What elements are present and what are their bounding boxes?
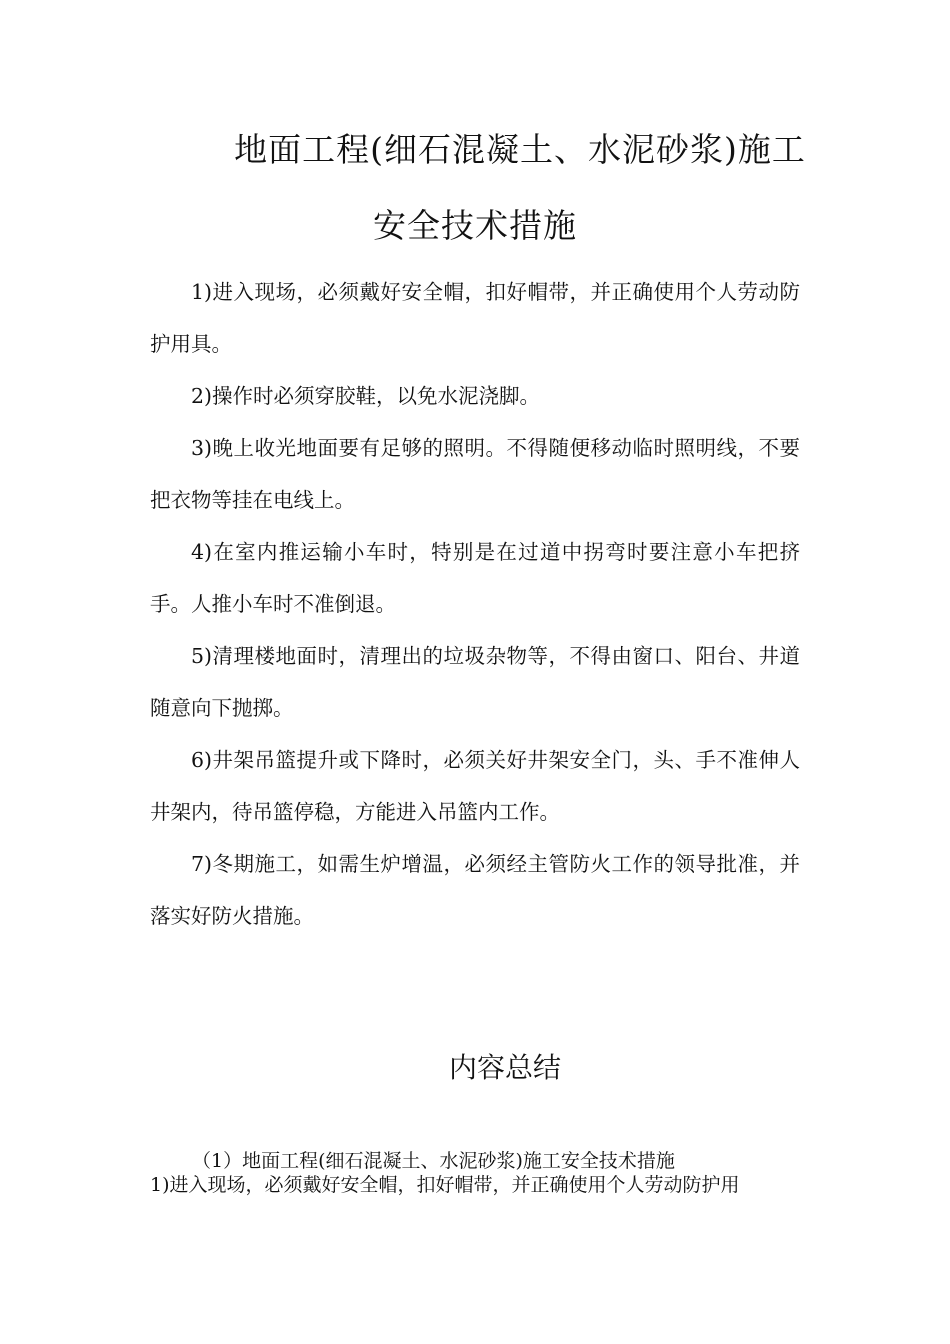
paragraph-4: 4)在室内推运输小车时，特别是在过道中拐弯时要注意小车把挤手。人推小车时不准倒退。	[150, 540, 800, 616]
paragraph-3: 3)晚上收光地面要有足够的照明。不得随便移动临时照明线，不要把衣物等挂在电线上。	[150, 436, 800, 512]
document-title-line2: 安全技术措施	[373, 206, 577, 245]
paragraph-7: 7)冬期施工，如需生炉增温，必须经主管防火工作的领导批准，并落实好防火措施。	[150, 852, 800, 928]
paragraph-1: 1)进入现场，必须戴好安全帽，扣好帽带，并正确使用个人劳动防护用具。	[150, 280, 800, 356]
paragraph-5: 5)清理楼地面时，清理出的垃圾杂物等，不得由窗口、阳台、井道随意向下抛掷。	[150, 644, 800, 720]
paragraph-2: 2)操作时必须穿胶鞋，以免水泥浇脚。	[191, 384, 541, 408]
summary-line-2: 1)进入现场，必须戴好安全帽，扣好帽带，并正确使用个人劳动防护用	[150, 1174, 740, 1196]
paragraph-6: 6)井架吊篮提升或下降时，必须关好井架安全门，头、手不准伸人井架内，待吊篮停稳，方能进入吊篮内工作。	[150, 748, 800, 824]
summary-line-1: （1）地面工程(细石混凝土、水泥砂浆)施工安全技术措施	[192, 1150, 675, 1172]
summary-title: 内容总结	[448, 1051, 561, 1084]
document-title-line1: 地面工程(细石混凝土、水泥砂浆)施工	[234, 130, 806, 169]
